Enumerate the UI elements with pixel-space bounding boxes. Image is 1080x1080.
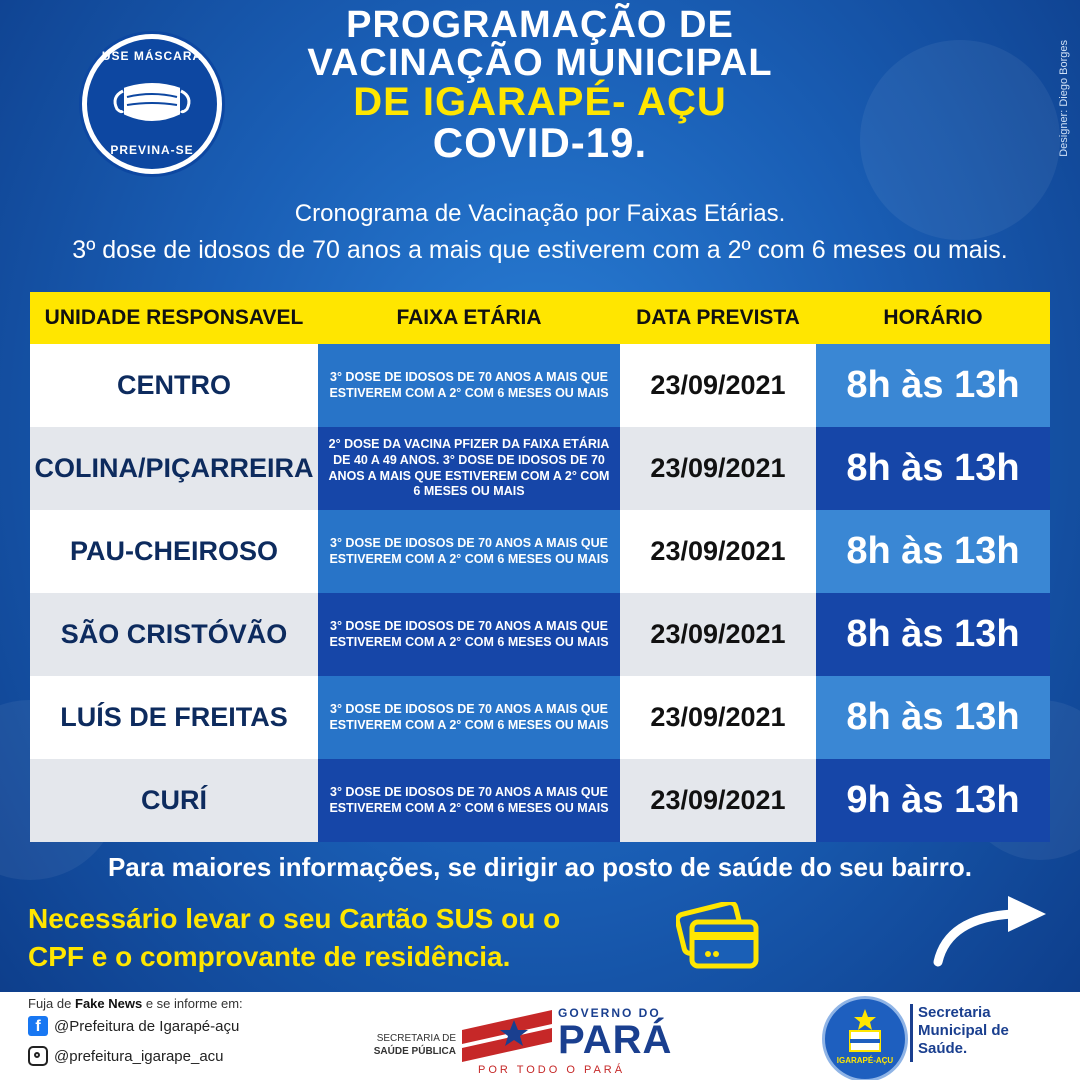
- badge-bottom-text: PREVINA-SE: [110, 143, 194, 157]
- title-line-3: DE IGARAPÉ- AÇU: [353, 80, 727, 124]
- cell-faixa: 3° DOSE DE IDOSOS DE 70 ANOS A MAIS QUE ESTIVEREM COM A 2° COM 6 MESES OU MAIS: [318, 593, 620, 676]
- title-line-4: COVID-19.: [432, 119, 648, 166]
- requirements-line-2: CPF e o comprovante de residência.: [28, 940, 511, 972]
- para-flag-logo: [462, 1010, 552, 1062]
- gov-top-label: GOVERNO DO: [558, 1006, 661, 1020]
- requirements-line-1: Necessário levar o seu Cartão SUS ou o: [28, 903, 561, 934]
- table-row: [30, 676, 1050, 759]
- subtitle-line-1: Cronograma de Vacinação por Faixas Etárias.: [294, 200, 786, 227]
- cell-date: 23/09/2021: [620, 676, 816, 759]
- fake-news-line: [28, 996, 243, 1011]
- cell-faixa: 3° DOSE DE IDOSOS DE 70 ANOS A MAIS QUE ESTIVEREM COM A 2° COM 6 MESES OU MAIS: [318, 510, 620, 593]
- header-hours: HORÁRIO: [883, 306, 983, 329]
- schedule-table: [30, 292, 1050, 842]
- cell-hours: 8h às 13h: [816, 510, 1050, 593]
- arrow-icon: [928, 888, 1054, 968]
- fake-suffix: e se informe em:: [145, 996, 243, 1011]
- gov-name: PARÁ: [558, 1018, 673, 1062]
- table-row: [30, 593, 1050, 676]
- table-row: [30, 510, 1050, 593]
- cell-hours: 8h às 13h: [816, 344, 1050, 427]
- facebook-link[interactable]: [28, 1016, 239, 1036]
- cell-hours: 9h às 13h: [816, 759, 1050, 842]
- cell-unit: SÃO CRISTÓVÃO: [30, 593, 318, 676]
- cell-faixa: 3° DOSE DE IDOSOS DE 70 ANOS A MAIS QUE ESTIVEREM COM A 2° COM 6 MESES OU MAIS: [318, 344, 620, 427]
- divider: [910, 1004, 913, 1062]
- header-unit: UNIDADE RESPONSAVEL: [44, 306, 304, 329]
- cell-date: 23/09/2021: [620, 427, 816, 510]
- facebook-handle: @Prefeitura de Igarapé-açu: [54, 1017, 240, 1035]
- cell-unit: LUÍS DE FREITAS: [30, 676, 318, 759]
- designer-credit: Designer: Diego Borges: [1058, 40, 1070, 157]
- subtitle-line-2: 3º dose de idosos de 70 anos a mais que estiverem com a 2º com 6 meses ou mais.: [72, 236, 1008, 264]
- cell-unit: CURÍ: [30, 759, 318, 842]
- sespa-label: [370, 1032, 456, 1058]
- cell-hours: 8h às 13h: [816, 676, 1050, 759]
- cell-hours: 8h às 13h: [816, 427, 1050, 510]
- table-row: [30, 759, 1050, 842]
- instagram-icon: [28, 1046, 48, 1066]
- title-line-1: PROGRAMAÇÃO DE: [346, 4, 734, 46]
- fake-bold: Fake News: [75, 996, 143, 1011]
- secretaria-line-1: Secretaria: [918, 1004, 991, 1021]
- cell-date: 23/09/2021: [620, 593, 816, 676]
- instagram-handle: @prefeitura_igarape_acu: [54, 1047, 224, 1065]
- table-row: [30, 344, 1050, 427]
- cell-faixa: 3° DOSE DE IDOSOS DE 70 ANOS A MAIS QUE ESTIVEREM COM A 2° COM 6 MESES OU MAIS: [318, 759, 620, 842]
- cell-unit: COLINA/PIÇARREIRA: [30, 427, 318, 510]
- secretaria-line-2: Municipal de: [918, 1022, 1009, 1039]
- seal-text: IGARAPÉ-AÇU: [836, 1056, 894, 1065]
- info-text: Para maiores informações, se dirigir ao posto de saúde do seu bairro.: [107, 852, 973, 882]
- requirements-text: [28, 900, 560, 976]
- header-faixa: FAIXA ETÁRIA: [396, 306, 542, 329]
- title-block: [0, 6, 1080, 164]
- cell-unit: PAU-CHEIROSO: [30, 510, 318, 593]
- badge-top-text: USE MÁSCARA: [101, 49, 203, 63]
- fake-prefix: Fuja de: [28, 996, 72, 1011]
- cell-faixa: 2° DOSE DA VACINA PFIZER DA FAIXA ETÁRIA DE 40 A 49 ANOS. 3° DOSE DE IDOSOS DE 70 ANOS A MAIS QUE ESTIVEREM COM A 2° COM 6 MESES OU MAIS: [318, 427, 620, 510]
- seal-emblem-icon: [828, 1005, 902, 1055]
- cell-date: 23/09/2021: [620, 344, 816, 427]
- instagram-link[interactable]: [28, 1046, 224, 1066]
- cell-unit: CENTRO: [30, 344, 318, 427]
- cell-faixa: 3° DOSE DE IDOSOS DE 70 ANOS A MAIS QUE ESTIVEREM COM A 2° COM 6 MESES OU MAIS: [318, 676, 620, 759]
- municipal-seal: [822, 996, 908, 1080]
- cell-hours: 8h às 13h: [816, 593, 1050, 676]
- sespa-line-1: SECRETARIA DE: [376, 1033, 456, 1044]
- card-icon: [676, 902, 762, 972]
- secretaria-line-3: Saúde.: [918, 1040, 968, 1057]
- facebook-icon: f: [28, 1016, 48, 1036]
- title-line-2: VACINAÇÃO MUNICIPAL: [307, 42, 773, 84]
- table-row: [30, 427, 1050, 510]
- cell-date: 23/09/2021: [620, 510, 816, 593]
- secretaria-label: [918, 1004, 1009, 1058]
- cell-date: 23/09/2021: [620, 759, 816, 842]
- sespa-line-2: SAÚDE PÚBLICA: [373, 1046, 456, 1057]
- table-header: [30, 292, 1050, 344]
- header-date: DATA PREVISTA: [636, 306, 800, 329]
- footer: [0, 992, 1080, 1080]
- gov-slogan: POR TODO O PARÁ: [478, 1064, 626, 1076]
